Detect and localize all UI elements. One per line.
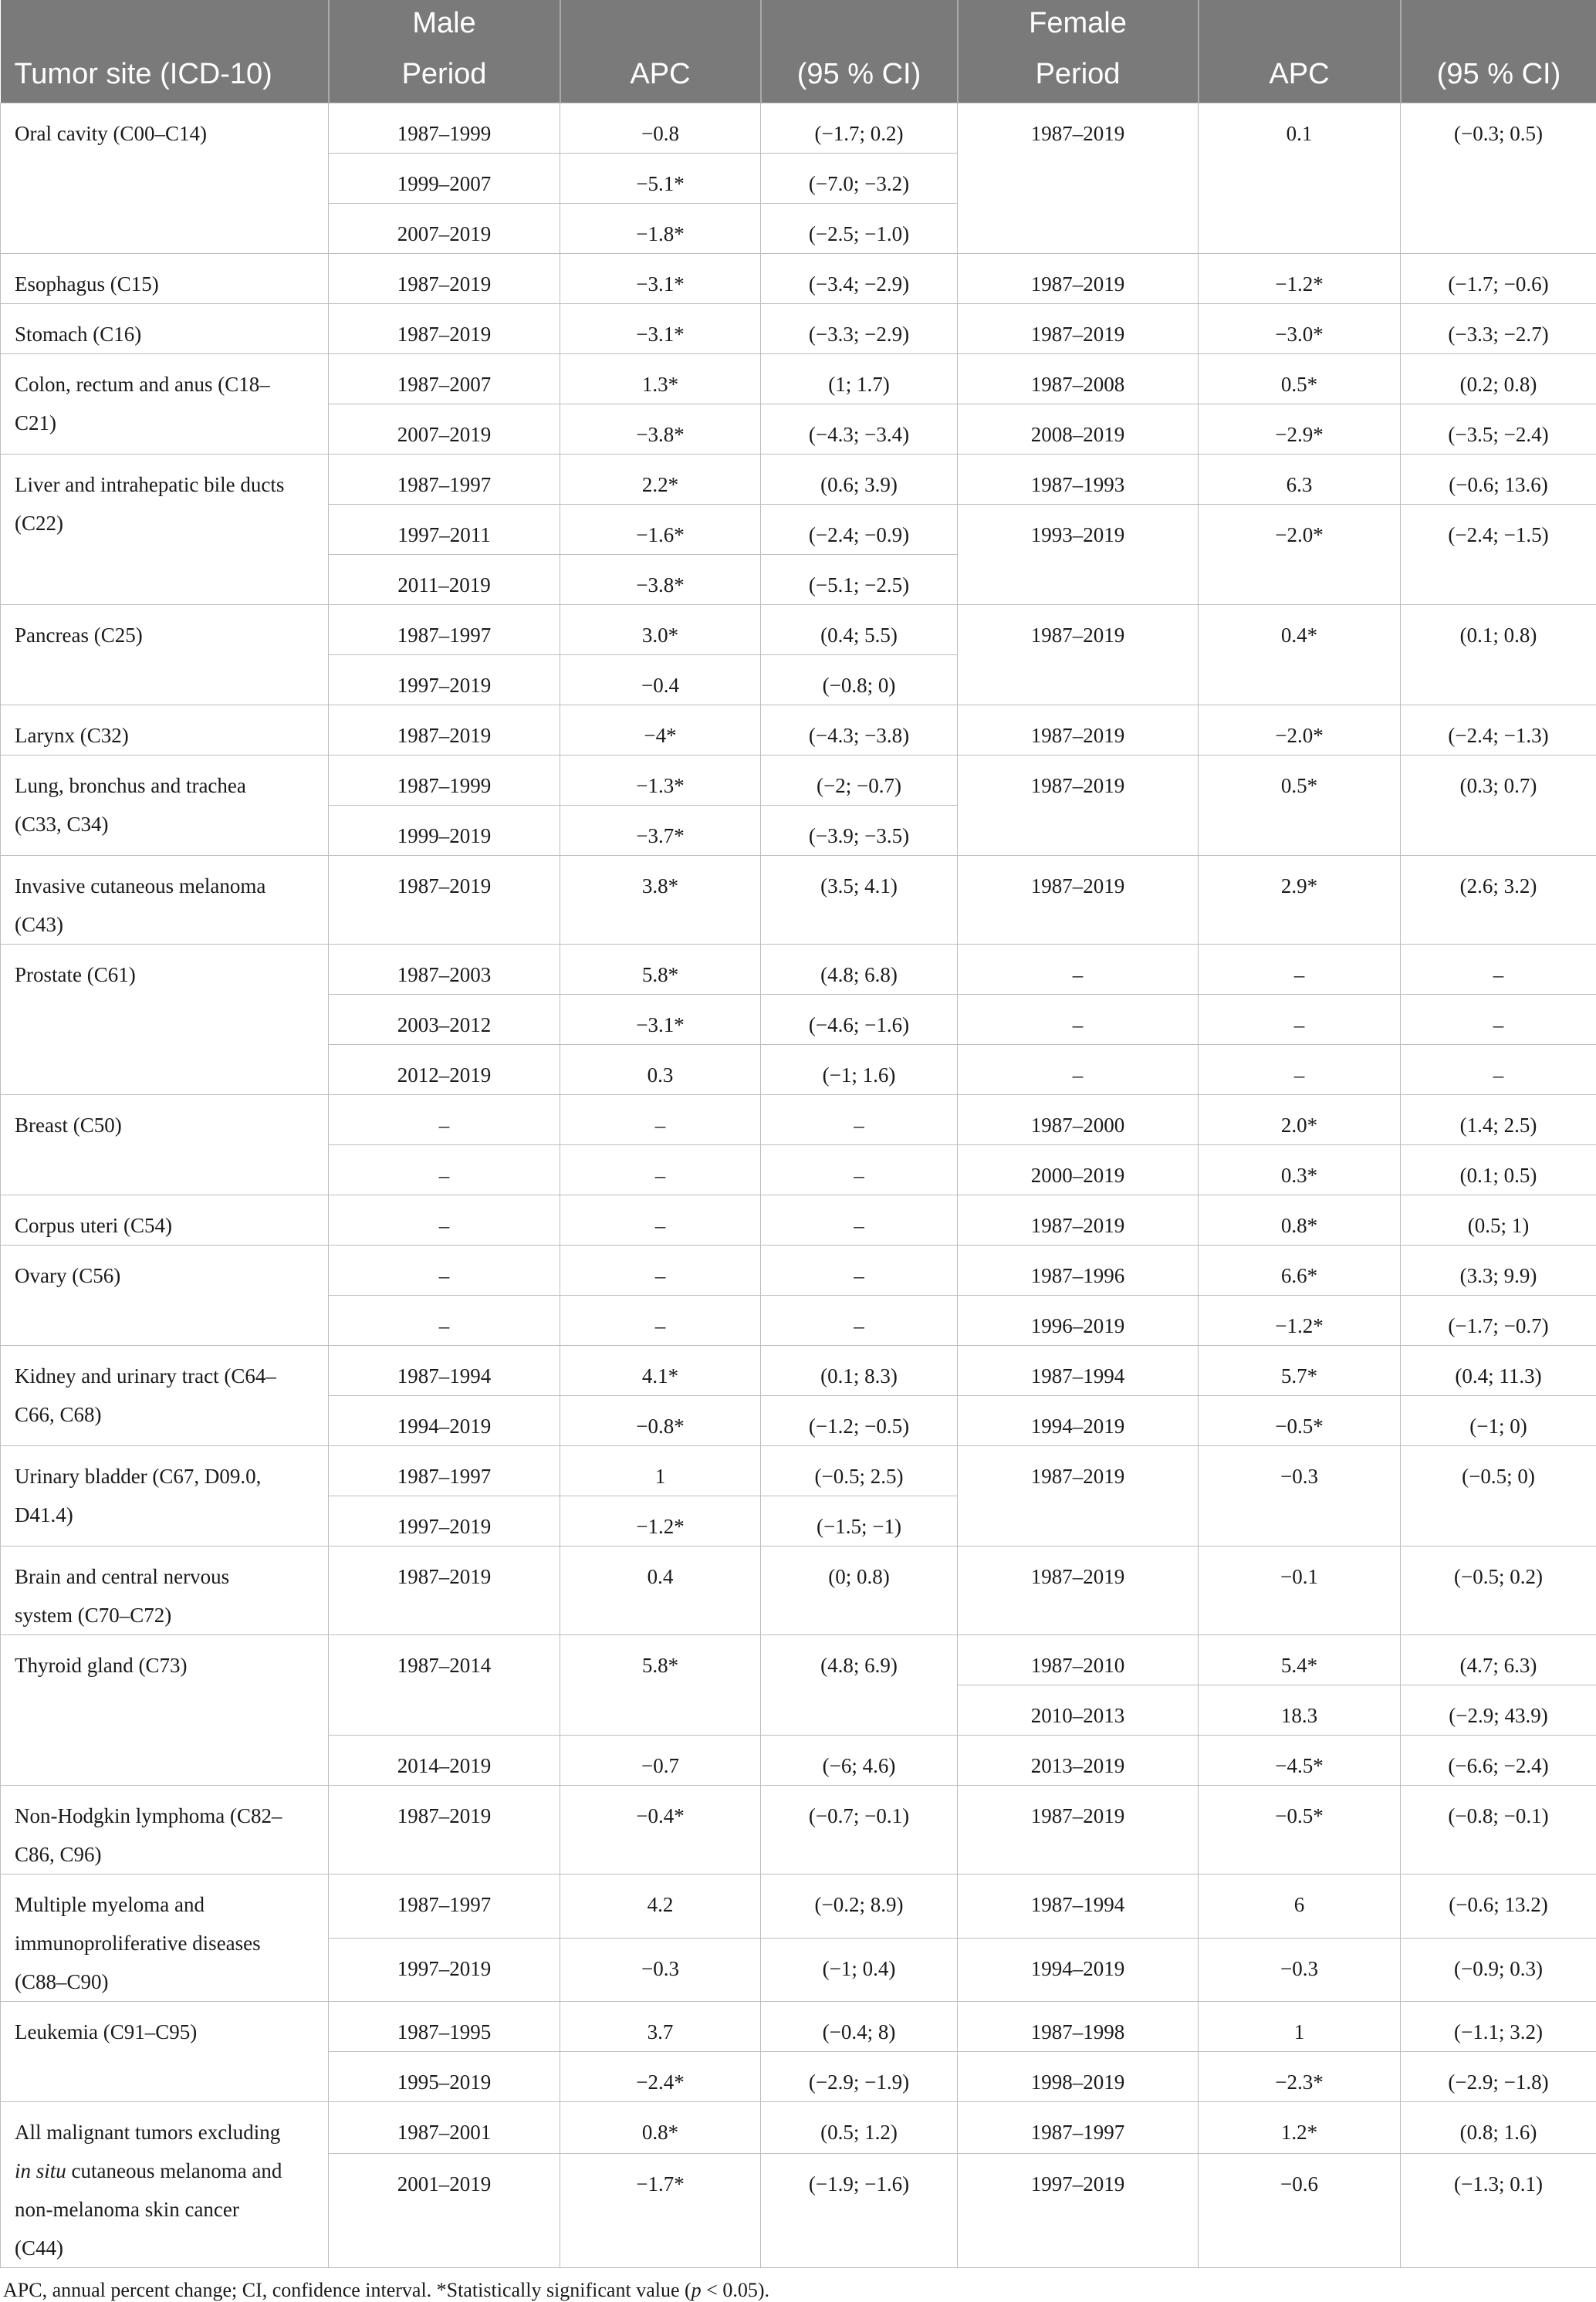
female-apc: −2.0* <box>1199 705 1401 756</box>
female-apc: 6 <box>1199 1874 1401 1939</box>
male-period: 1987–2019 <box>329 1546 560 1635</box>
header-blank <box>761 0 958 46</box>
female-ci: (1.4; 2.5) <box>1401 1095 1596 1145</box>
male-apc: – <box>560 1095 761 1145</box>
tumor-site-line: Kidney and urinary tract (C64– <box>15 1364 276 1388</box>
female-apc: −2.3* <box>1199 2052 1401 2102</box>
female-ci: (−6.6; −2.4) <box>1401 1736 1596 1786</box>
female-period: 2000–2019 <box>958 1145 1199 1195</box>
male-ci: (−2; −0.7) <box>761 756 958 806</box>
tumor-site-line: C86, C96) <box>15 1843 102 1866</box>
table-row <box>1 1874 1596 1939</box>
tumor-site-line: non-melanoma skin cancer <box>15 2198 239 2221</box>
header-female-apc: APC <box>1199 46 1401 103</box>
male-apc: 5.8* <box>560 1635 761 1736</box>
male-ci: (4.8; 6.9) <box>761 1635 958 1736</box>
female-ci: (−0.9; 0.3) <box>1401 1938 1596 2002</box>
female-period: 1993–2019 <box>958 505 1199 605</box>
male-period: – <box>329 1145 560 1195</box>
female-apc: 6.6* <box>1199 1246 1401 1296</box>
male-ci: (−0.5; 2.5) <box>761 1446 958 1496</box>
male-period: 1987–1997 <box>329 455 560 505</box>
female-apc: −2.0* <box>1199 505 1401 605</box>
male-period: 1997–2019 <box>329 1496 560 1546</box>
male-apc: −3.8* <box>560 404 761 455</box>
male-period: – <box>329 1095 560 1145</box>
tumor-site-lung <box>1 756 329 856</box>
male-apc: – <box>560 1145 761 1195</box>
male-apc: – <box>560 1296 761 1346</box>
male-ci: (−4.3; −3.4) <box>761 404 958 455</box>
tumor-site-myeloma <box>1 1874 329 2002</box>
tumor-site-line: Multiple myeloma and <box>15 1893 205 1916</box>
footnote-p-symbol: p <box>691 2279 702 2301</box>
male-ci: (−6; 4.6) <box>761 1736 958 1786</box>
male-period: 1987–1999 <box>329 756 560 806</box>
male-ci: (−1.7; 0.2) <box>761 103 958 154</box>
male-ci: – <box>761 1095 958 1145</box>
male-apc: 3.0* <box>560 605 761 655</box>
male-period: 1987–1997 <box>329 605 560 655</box>
tumor-site-line: immunoproliferative diseases <box>15 1932 261 1955</box>
male-apc: −5.1* <box>560 154 761 204</box>
male-ci: (−3.9; −3.5) <box>761 806 958 856</box>
female-period: 1987–2019 <box>958 756 1199 856</box>
table-row <box>1 304 1596 354</box>
female-period: 1996–2019 <box>958 1296 1199 1346</box>
male-apc: −3.8* <box>560 555 761 605</box>
female-period: 1987–2008 <box>958 354 1199 404</box>
female-period: – <box>958 995 1199 1045</box>
tumor-site-all <box>1 2102 329 2268</box>
tumor-site-line: (C43) <box>15 913 63 936</box>
female-apc: 0.5* <box>1199 354 1401 404</box>
tumor-site-breast: Breast (C50) <box>1 1095 329 1195</box>
table-row <box>1 1246 1596 1296</box>
tumor-site-line: system (C70–C72) <box>15 1604 171 1627</box>
male-apc: −4* <box>560 705 761 756</box>
male-apc: −0.3 <box>560 1938 761 2002</box>
female-period: 1987–2019 <box>958 1786 1199 1874</box>
tumor-site-line: Liver and intrahepatic bile ducts <box>15 473 284 496</box>
female-apc: −2.9* <box>1199 404 1401 455</box>
male-period: 1987–1995 <box>329 2002 560 2052</box>
male-ci: (−2.5; −1.0) <box>761 204 958 254</box>
male-period: 1997–2019 <box>329 655 560 705</box>
tumor-site-prostate: Prostate (C61) <box>1 945 329 1095</box>
table-row <box>1 1195 1596 1246</box>
female-apc: 2.9* <box>1199 856 1401 945</box>
table-row <box>1 945 1596 995</box>
male-period: – <box>329 1246 560 1296</box>
male-apc: −1.7* <box>560 2153 761 2267</box>
male-period: 1987–2001 <box>329 2102 560 2154</box>
female-period: 1987–1996 <box>958 1246 1199 1296</box>
male-apc: −0.4 <box>560 655 761 705</box>
female-ci: (−2.4; −1.3) <box>1401 705 1596 756</box>
table-row <box>1 354 1596 404</box>
male-ci: (−1; 1.6) <box>761 1045 958 1095</box>
male-apc: 2.2* <box>560 455 761 505</box>
female-ci: (−0.8; −0.1) <box>1401 1786 1596 1874</box>
male-apc: −3.1* <box>560 254 761 304</box>
tumor-site-line: Invasive cutaneous melanoma <box>15 874 265 897</box>
male-apc: −3.7* <box>560 806 761 856</box>
female-period: 1987–2019 <box>958 304 1199 354</box>
male-apc: −1.3* <box>560 756 761 806</box>
tumor-site-stomach: Stomach (C16) <box>1 304 329 354</box>
tumor-site-line: (C88–C90) <box>15 1970 109 1993</box>
female-apc: 0.4* <box>1199 605 1401 705</box>
male-period: 2007–2019 <box>329 204 560 254</box>
female-apc: 0.3* <box>1199 1145 1401 1195</box>
male-apc: −3.1* <box>560 995 761 1045</box>
female-apc: – <box>1199 995 1401 1045</box>
header-male-period: Period <box>329 46 560 103</box>
female-ci: (−0.3; 0.5) <box>1401 103 1596 254</box>
female-period: 1987–1998 <box>958 2002 1199 2052</box>
female-ci: (0.8; 1.6) <box>1401 2102 1596 2154</box>
table-row <box>1 1095 1596 1145</box>
female-period: 1987–1994 <box>958 1346 1199 1396</box>
female-ci: (−0.5; 0.2) <box>1401 1546 1596 1635</box>
male-ci: (−4.6; −1.6) <box>761 995 958 1045</box>
female-period: 2013–2019 <box>958 1736 1199 1786</box>
male-apc: 3.8* <box>560 856 761 945</box>
table-row <box>1 1635 1596 1685</box>
female-ci: (0.3; 0.7) <box>1401 756 1596 856</box>
header-female: Female <box>958 0 1199 46</box>
female-period: 2008–2019 <box>958 404 1199 455</box>
female-apc: 2.0* <box>1199 1095 1401 1145</box>
tumor-site-line: (C22) <box>15 512 63 535</box>
male-period: – <box>329 1195 560 1246</box>
male-apc: 5.8* <box>560 945 761 995</box>
female-ci: (−1.1; 3.2) <box>1401 2002 1596 2052</box>
female-ci: (−0.6; 13.2) <box>1401 1874 1596 1939</box>
female-period: 1987–2019 <box>958 1446 1199 1546</box>
female-apc: −1.2* <box>1199 254 1401 304</box>
female-period: 1987–2010 <box>958 1635 1199 1685</box>
male-apc: 0.8* <box>560 2102 761 2154</box>
male-ci: – <box>761 1145 958 1195</box>
male-ci: (−0.4; 8) <box>761 2002 958 2052</box>
tumor-site-italic: in situ <box>15 2159 66 2182</box>
male-period: 2007–2019 <box>329 404 560 455</box>
tumor-site-ovary: Ovary (C56) <box>1 1246 329 1346</box>
male-period: 1987–1997 <box>329 1446 560 1496</box>
male-ci: – <box>761 1296 958 1346</box>
male-apc: 3.7 <box>560 2002 761 2052</box>
male-apc: 1 <box>560 1446 761 1496</box>
male-apc: 1.3* <box>560 354 761 404</box>
female-apc: 1 <box>1199 2002 1401 2052</box>
male-ci: (−1.9; −1.6) <box>761 2153 958 2267</box>
male-apc: −1.2* <box>560 1496 761 1546</box>
male-period: 2014–2019 <box>329 1736 560 1786</box>
female-ci: (0.1; 0.8) <box>1401 605 1596 705</box>
table-row <box>1 254 1596 304</box>
male-ci: (3.5; 4.1) <box>761 856 958 945</box>
tumor-site-liver <box>1 455 329 605</box>
male-ci: (0; 0.8) <box>761 1546 958 1635</box>
female-ci: (0.2; 0.8) <box>1401 354 1596 404</box>
male-ci: (−0.2; 8.9) <box>761 1874 958 1939</box>
female-apc: −3.0* <box>1199 304 1401 354</box>
tumor-site-leukemia: Leukemia (C91–C95) <box>1 2002 329 2102</box>
table-row <box>1 1786 1596 1874</box>
table-row <box>1 856 1596 945</box>
header-male: Male <box>329 0 560 46</box>
header-female-ci: (95 % CI) <box>1401 46 1596 103</box>
female-apc: 5.4* <box>1199 1635 1401 1685</box>
female-period: 1994–2019 <box>958 1938 1199 2002</box>
male-apc: 4.2 <box>560 1874 761 1939</box>
male-period: 1987–2019 <box>329 254 560 304</box>
female-ci: (−3.3; −2.7) <box>1401 304 1596 354</box>
female-apc: −0.1 <box>1199 1546 1401 1635</box>
male-apc: −0.8 <box>560 103 761 154</box>
male-period: 2012–2019 <box>329 1045 560 1095</box>
table-row <box>1 756 1596 806</box>
header-blank <box>1199 0 1401 46</box>
male-period: 1987–2019 <box>329 856 560 945</box>
female-apc: 5.7* <box>1199 1346 1401 1396</box>
tumor-site-thyroid: Thyroid gland (C73) <box>1 1635 329 1786</box>
male-period: 1987–2019 <box>329 304 560 354</box>
male-period: 1987–1999 <box>329 103 560 154</box>
male-period: 1987–2019 <box>329 1786 560 1874</box>
male-apc: −1.8* <box>560 204 761 254</box>
female-ci: (−0.6; 13.6) <box>1401 455 1596 505</box>
tumor-site-brain <box>1 1546 329 1635</box>
female-period: 1987–1993 <box>958 455 1199 505</box>
table-row <box>1 705 1596 756</box>
female-ci: (−1.7; −0.7) <box>1401 1296 1596 1346</box>
female-period: 1998–2019 <box>958 2052 1199 2102</box>
male-ci: (0.1; 8.3) <box>761 1346 958 1396</box>
female-ci: (−3.5; −2.4) <box>1401 404 1596 455</box>
female-period: 1987–2019 <box>958 605 1199 705</box>
female-apc: −0.5* <box>1199 1786 1401 1874</box>
male-period: 1999–2019 <box>329 806 560 856</box>
male-period: 1995–2019 <box>329 2052 560 2102</box>
header-female-period: Period <box>958 46 1199 103</box>
female-ci: (−1.3; 0.1) <box>1401 2153 1596 2267</box>
female-apc: – <box>1199 945 1401 995</box>
female-apc: 1.2* <box>1199 2102 1401 2154</box>
male-period: 1987–1994 <box>329 1346 560 1396</box>
header-row-columns <box>1 46 1596 103</box>
tumor-site-line: Brain and central nervous <box>15 1565 229 1588</box>
female-apc: 0.1 <box>1199 103 1401 254</box>
male-apc: −0.7 <box>560 1736 761 1786</box>
tumor-site-esophagus: Esophagus (C15) <box>1 254 329 304</box>
female-apc: 6.3 <box>1199 455 1401 505</box>
female-apc: – <box>1199 1045 1401 1095</box>
tumor-site-kidney <box>1 1346 329 1446</box>
male-ci: (−0.7; −0.1) <box>761 1786 958 1874</box>
female-ci: (−0.5; 0) <box>1401 1446 1596 1546</box>
female-period: 1994–2019 <box>958 1396 1199 1446</box>
header-tumor-site: Tumor site (ICD-10) <box>1 46 329 103</box>
female-period: 1987–2019 <box>958 705 1199 756</box>
tumor-site-line: (C44) <box>15 2236 63 2260</box>
female-apc: −4.5* <box>1199 1736 1401 1786</box>
male-apc: – <box>560 1246 761 1296</box>
header-male-apc: APC <box>560 46 761 103</box>
header-blank <box>1 0 329 46</box>
header-blank <box>560 0 761 46</box>
male-ci: – <box>761 1195 958 1246</box>
female-period: 1987–2000 <box>958 1095 1199 1145</box>
female-apc: 0.8* <box>1199 1195 1401 1246</box>
male-period: – <box>329 1296 560 1346</box>
female-ci: (3.3; 9.9) <box>1401 1246 1596 1296</box>
tumor-site-line: cutaneous melanoma and <box>66 2159 282 2182</box>
male-period: 2011–2019 <box>329 555 560 605</box>
male-ci: (0.4; 5.5) <box>761 605 958 655</box>
male-ci: (−1.5; −1) <box>761 1496 958 1546</box>
header-blank <box>1401 0 1596 46</box>
female-apc: 18.3 <box>1199 1685 1401 1736</box>
male-apc: −0.4* <box>560 1786 761 1874</box>
female-period: – <box>958 945 1199 995</box>
male-period: 1994–2019 <box>329 1396 560 1446</box>
tumor-site-line: Non-Hodgkin lymphoma (C82– <box>15 1804 282 1827</box>
female-period: 2010–2013 <box>958 1685 1199 1736</box>
male-period: 1987–2003 <box>329 945 560 995</box>
footnote-text-end: < 0.05). <box>702 2279 769 2301</box>
header-row-sex <box>1 0 1596 46</box>
male-ci: (−7.0; −3.2) <box>761 154 958 204</box>
male-apc: −0.8* <box>560 1396 761 1446</box>
male-apc: 0.3 <box>560 1045 761 1095</box>
female-period: 1987–2019 <box>958 1546 1199 1635</box>
male-period: 1987–2014 <box>329 1635 560 1736</box>
tumor-site-line: Lung, bronchus and trachea <box>15 774 246 797</box>
table-row <box>1 605 1596 655</box>
female-apc: −0.3 <box>1199 1938 1401 2002</box>
male-ci: (0.5; 1.2) <box>761 2102 958 2154</box>
male-ci: (1; 1.7) <box>761 354 958 404</box>
male-apc: 0.4 <box>560 1546 761 1635</box>
tumor-site-line: C66, C68) <box>15 1403 102 1426</box>
tumor-site-line: (C33, C34) <box>15 813 109 836</box>
male-ci: (0.6; 3.9) <box>761 455 958 505</box>
table-row <box>1 103 1596 154</box>
female-period: – <box>958 1045 1199 1095</box>
male-apc: −2.4* <box>560 2052 761 2102</box>
male-ci: – <box>761 1246 958 1296</box>
tumor-site-larynx: Larynx (C32) <box>1 705 329 756</box>
female-ci: (−2.9; 43.9) <box>1401 1685 1596 1736</box>
table-row <box>1 2002 1596 2052</box>
male-ci: (−4.3; −3.8) <box>761 705 958 756</box>
table-row <box>1 1346 1596 1396</box>
female-ci: (0.4; 11.3) <box>1401 1346 1596 1396</box>
header-male-ci: (95 % CI) <box>761 46 958 103</box>
female-ci: (2.6; 3.2) <box>1401 856 1596 945</box>
table-row <box>1 455 1596 505</box>
female-ci: – <box>1401 1045 1596 1095</box>
tumor-site-melanoma <box>1 856 329 945</box>
female-period: 1987–2019 <box>958 1195 1199 1246</box>
tumor-site-oral: Oral cavity (C00–C14) <box>1 103 329 254</box>
male-period: 1987–1997 <box>329 1874 560 1939</box>
tumor-site-corpus: Corpus uteri (C54) <box>1 1195 329 1246</box>
male-ci: (−3.3; −2.9) <box>761 304 958 354</box>
male-period: 1997–2019 <box>329 1938 560 2002</box>
table-footnote <box>0 2268 1596 2302</box>
male-apc: −1.6* <box>560 505 761 555</box>
tumor-site-line: All malignant tumors excluding <box>15 2121 280 2144</box>
female-apc: 0.5* <box>1199 756 1401 856</box>
female-ci: (4.7; 6.3) <box>1401 1635 1596 1685</box>
male-period: 2003–2012 <box>329 995 560 1045</box>
female-period: 1997–2019 <box>958 2153 1199 2267</box>
female-ci: (0.5; 1) <box>1401 1195 1596 1246</box>
female-period: 1987–2019 <box>958 103 1199 254</box>
female-ci: (−1; 0) <box>1401 1396 1596 1446</box>
tumor-site-line: D41.4) <box>15 1503 73 1526</box>
female-ci: (−2.4; −1.5) <box>1401 505 1596 605</box>
female-apc: −0.3 <box>1199 1446 1401 1546</box>
male-apc: 4.1* <box>560 1346 761 1396</box>
male-ci: (−3.4; −2.9) <box>761 254 958 304</box>
table-row <box>1 1446 1596 1496</box>
female-period: 1987–1997 <box>958 2102 1199 2154</box>
tumor-site-colon <box>1 354 329 455</box>
male-period: 1987–2019 <box>329 705 560 756</box>
female-period: 1987–2019 <box>958 254 1199 304</box>
female-ci: (0.1; 0.5) <box>1401 1145 1596 1195</box>
tumor-site-line: Urinary bladder (C67, D09.0, <box>15 1465 261 1488</box>
male-ci: (−1.2; −0.5) <box>761 1396 958 1446</box>
male-ci: (−2.9; −1.9) <box>761 2052 958 2102</box>
table-row <box>1 2102 1596 2154</box>
male-ci: (4.8; 6.8) <box>761 945 958 995</box>
female-apc: −0.5* <box>1199 1396 1401 1446</box>
tumor-site-bladder <box>1 1446 329 1546</box>
male-ci: (−2.4; −0.9) <box>761 505 958 555</box>
female-period: 1987–1994 <box>958 1874 1199 1939</box>
table-row <box>1 1546 1596 1635</box>
female-ci: – <box>1401 945 1596 995</box>
female-apc: −0.6 <box>1199 2153 1401 2267</box>
male-period: 2001–2019 <box>329 2153 560 2267</box>
tumor-site-line: C21) <box>15 411 56 434</box>
female-ci: (−2.9; −1.8) <box>1401 2052 1596 2102</box>
female-period: 1987–2019 <box>958 856 1199 945</box>
tumor-site-line: Colon, rectum and anus (C18– <box>15 373 270 396</box>
footnote-text: APC, annual percent change; CI, confidence interval. *Statistically significant value ( <box>3 2279 691 2301</box>
female-ci: – <box>1401 995 1596 1045</box>
male-apc: −3.1* <box>560 304 761 354</box>
male-period: 1999–2007 <box>329 154 560 204</box>
male-ci: (−0.8; 0) <box>761 655 958 705</box>
tumor-site-pancreas: Pancreas (C25) <box>1 605 329 705</box>
male-period: 1987–2007 <box>329 354 560 404</box>
male-period: 1997–2011 <box>329 505 560 555</box>
tumor-site-nhl <box>1 1786 329 1874</box>
female-ci: (−1.7; −0.6) <box>1401 254 1596 304</box>
male-apc: – <box>560 1195 761 1246</box>
female-apc: −1.2* <box>1199 1296 1401 1346</box>
male-ci: (−5.1; −2.5) <box>761 555 958 605</box>
male-ci: (−1; 0.4) <box>761 1938 958 2002</box>
